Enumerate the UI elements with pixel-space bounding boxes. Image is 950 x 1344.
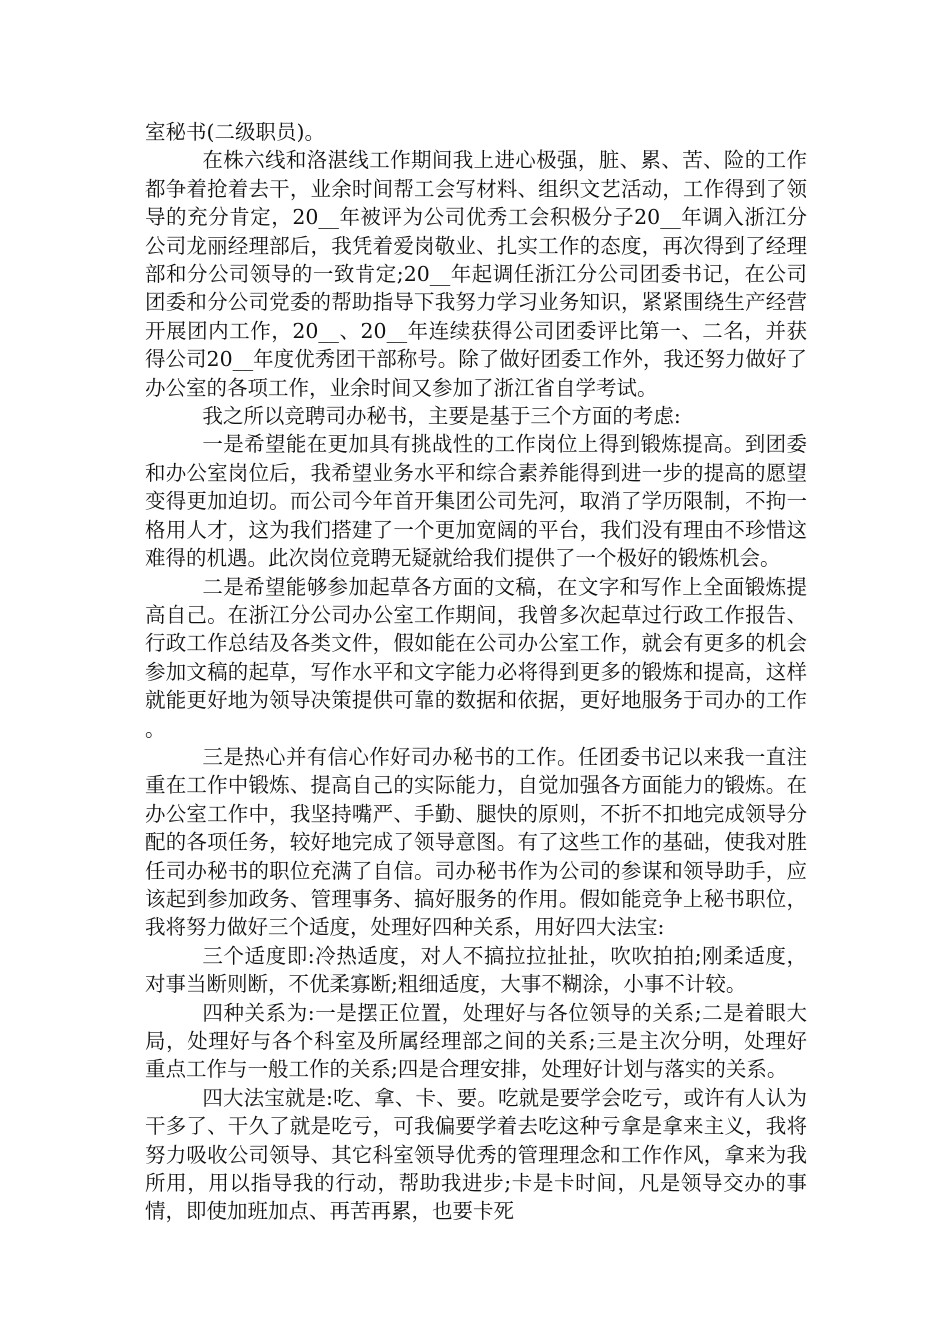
paragraph-reason-one: 一是希望能在更加具有挑战性的工作岗位上得到锻炼提高。到团委和办公室岗位后，我希望业务水平和综合素养能得到进一步的提高的愿望变得更加迫切。而公司今年首开集团公司先河，取消了学历限制，不拘一格用人才，这为我们搭建了一个更加宽阔的平台，我们没有理由不珍惜这难得的机遇。此次岗位竞聘无疑就给我们提供了一个极好的锻炼机会。 — [145, 432, 807, 571]
paragraph-four-magic-weapons: 四大法宝就是:吃、拿、卡、要。吃就是要学会吃亏，或许有人认为干多了、干久了就是吃亏，可我偏要学着去吃这种亏拿是拿来主义，我将努力吸收公司领导、其它科室领导优秀的管理理念和工作作风，拿来为我所用，用以指导我的行动，帮助我进步;卡是卡时间，凡是领导交办的事情，即使加班加点、再苦再累，也要卡死 — [145, 1085, 807, 1224]
paragraph-work-history: 在株六线和洛湛线工作期间我上进心极强，脏、累、苦、险的工作都争着抢着去干，业余时间帮工会写材料、组织文艺活动，工作得到了领导的充分肯定，20__年被评为公司优秀工会积极分子20__年调入浙江分公司龙丽经理部后，我凭着爱岗敬业、扎实工作的态度，再次得到了经理部和分公司领导的一致肯定;20__年起调任浙江分公司团委书记，在公司团委和分公司党委的帮助指导下我努力学习业务知识，紧紧围绕生产经营开展团内工作，20__、20__年连续获得公司团委评比第一、二名，并获得公司20__年度优秀团干部称号。除了做好团委工作外，我还努力做好了办公室的各项工作，业余时间又参加了浙江省自学考试。 — [145, 148, 807, 400]
paragraph-three-moderations: 三个适度即:冷热适度，对人不搞拉拉扯扯，吹吹拍拍;刚柔适度，对事当断则断，不优柔寡断;粗细适度，大事不糊涂，小事不计较。 — [145, 943, 807, 997]
paragraph-reason-two: 二是希望能够参加起草各方面的文稿，在文字和写作上全面锻炼提高自己。在浙江分公司办公室工作期间，我曾多次起草过行政工作报告、行政工作总结及各类文件，假如能在公司办公室工作，就会有更多的机会参加文稿的起草，写作水平和文字能力必将得到更多的锻炼和提高，这样就能更好地为领导决策提供可靠的数据和依据，更好地服务于司办的工作。 — [145, 574, 807, 741]
document-body — [145, 118, 807, 1226]
paragraph-reason-three: 三是热心并有信心作好司办秘书的工作。任团委书记以来我一直注重在工作中锻炼、提高自己的实际能力，自觉加强各方面能力的锻炼。在办公室工作中，我坚持嘴严、手勤、腿快的原则，不折不扣地完成领导分配的各项任务，较好地完成了领导意图。有了这些工作的基础，使我对胜任司办秘书的职位充满了自信。司办秘书作为公司的参谋和领导助手，应该起到参加政务、管理事务、搞好服务的作用。假如能竞争上秘书职位，我将努力做好三个适度，处理好四种关系，用好四大法宝: — [145, 744, 807, 940]
paragraph-reasons-intro: 我之所以竞聘司办秘书，主要是基于三个方面的考虑: — [202, 404, 681, 429]
paragraph-continuation: 室秘书(二级职员)。 — [145, 120, 325, 144]
paragraph-four-relations: 四种关系为:一是摆正位置，处理好与各位领导的关系;二是着眼大局，处理好与各个科室及所属经理部之间的关系;三是主次分明，处理好重点工作与一般工作的关系;四是合理安排，处理好计划与落实的关系。 — [145, 1000, 807, 1082]
